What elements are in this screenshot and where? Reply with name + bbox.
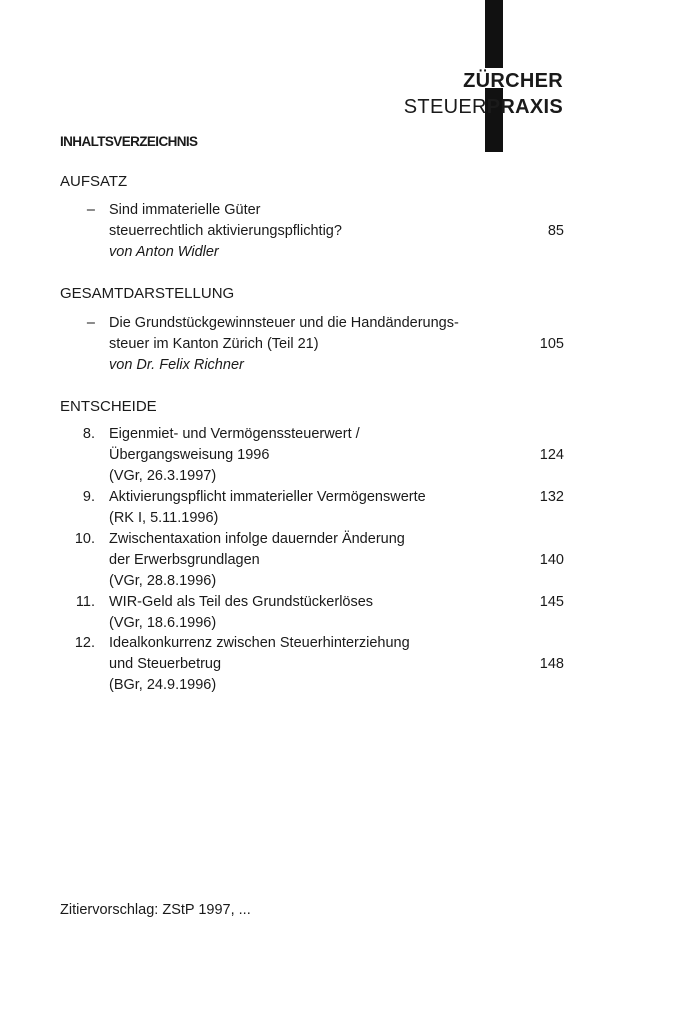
entry-page-number: 85 [547, 223, 564, 239]
entry-dash: – [86, 202, 95, 218]
entry-page-number: 148 [539, 656, 564, 672]
entry-title-line: WIR-Geld als Teil des Grundstückerlöses [109, 594, 374, 610]
entry-text [109, 313, 499, 376]
entry-dash: – [86, 315, 95, 331]
entry-title-line: Aktivierungspflicht immaterieller Vermögenswerte [109, 489, 426, 505]
toc-title: INHALTSVERZEICHNIS [60, 134, 198, 149]
section-title-aufsatz: AUFSATZ [60, 173, 128, 190]
entry-title-line: der Erwerbsgrundlagen [109, 552, 260, 568]
entry-text [109, 487, 499, 529]
entry-number: 8. [82, 426, 95, 442]
entry-number: 10. [74, 531, 95, 547]
logo-bar-bottom [485, 120, 503, 152]
entry-author: von Anton Widler [109, 244, 219, 260]
entry-page-number: 124 [539, 447, 564, 463]
citation-suggestion: Zitiervorschlag: ZStP 1997, ... [60, 902, 251, 918]
entry-title-line: steuerrechtlich aktivierungspflichtig? [109, 223, 342, 239]
brand-line-2-regular: STEUER [403, 96, 487, 118]
logo-bar-top [485, 0, 503, 68]
entry-page-number: 140 [539, 552, 564, 568]
entry-court-date: (VGr, 26.3.1997) [109, 468, 217, 484]
entry-number: 11. [75, 594, 95, 610]
entry-text [109, 633, 499, 696]
entry-text [109, 424, 499, 487]
entry-number: 9. [82, 489, 95, 505]
entry-court-date: (RK I, 5.11.1996) [109, 510, 219, 526]
entry-title-line: Zwischentaxation infolge dauernder Änderung [109, 531, 405, 547]
entry-number: 12. [74, 635, 95, 651]
entry-title-line: Idealkonkurrenz zwischen Steuerhinterziehung [109, 635, 410, 651]
entry-page-number: 145 [539, 594, 564, 610]
entry-title-line: Die Grundstückgewinnsteuer und die Handänderungs- [109, 315, 459, 331]
section-title-entscheide: ENTSCHEIDE [60, 398, 157, 415]
entry-author: von Dr. Felix Richner [109, 357, 244, 373]
entry-title-line: Sind immaterielle Güter [109, 202, 261, 218]
brand-line-1: ZÜRCHER [463, 70, 563, 92]
brand-line-2 [404, 96, 563, 119]
entry-court-date: (VGr, 18.6.1996) [109, 615, 217, 631]
entry-text [109, 529, 499, 592]
entry-court-date: (BGr, 24.9.1996) [109, 677, 217, 693]
entry-court-date: (VGr, 28.8.1996) [109, 573, 217, 589]
entry-page-number: 105 [539, 336, 564, 352]
entry-title-line: und Steuerbetrug [109, 656, 222, 672]
entry-title-line: steuer im Kanton Zürich (Teil 21) [109, 336, 319, 352]
section-title-gesamtdarstellung: GESAMTDARSTELLUNG [60, 285, 235, 302]
entry-title-line: Übergangsweisung 1996 [109, 447, 270, 463]
entry-text [109, 592, 499, 634]
brand-line-2-bold: PRAXIS [486, 96, 563, 118]
entry-text [109, 200, 499, 263]
entry-page-number: 132 [539, 489, 564, 505]
entry-title-line: Eigenmiet- und Vermögenssteuerwert / [109, 426, 360, 442]
